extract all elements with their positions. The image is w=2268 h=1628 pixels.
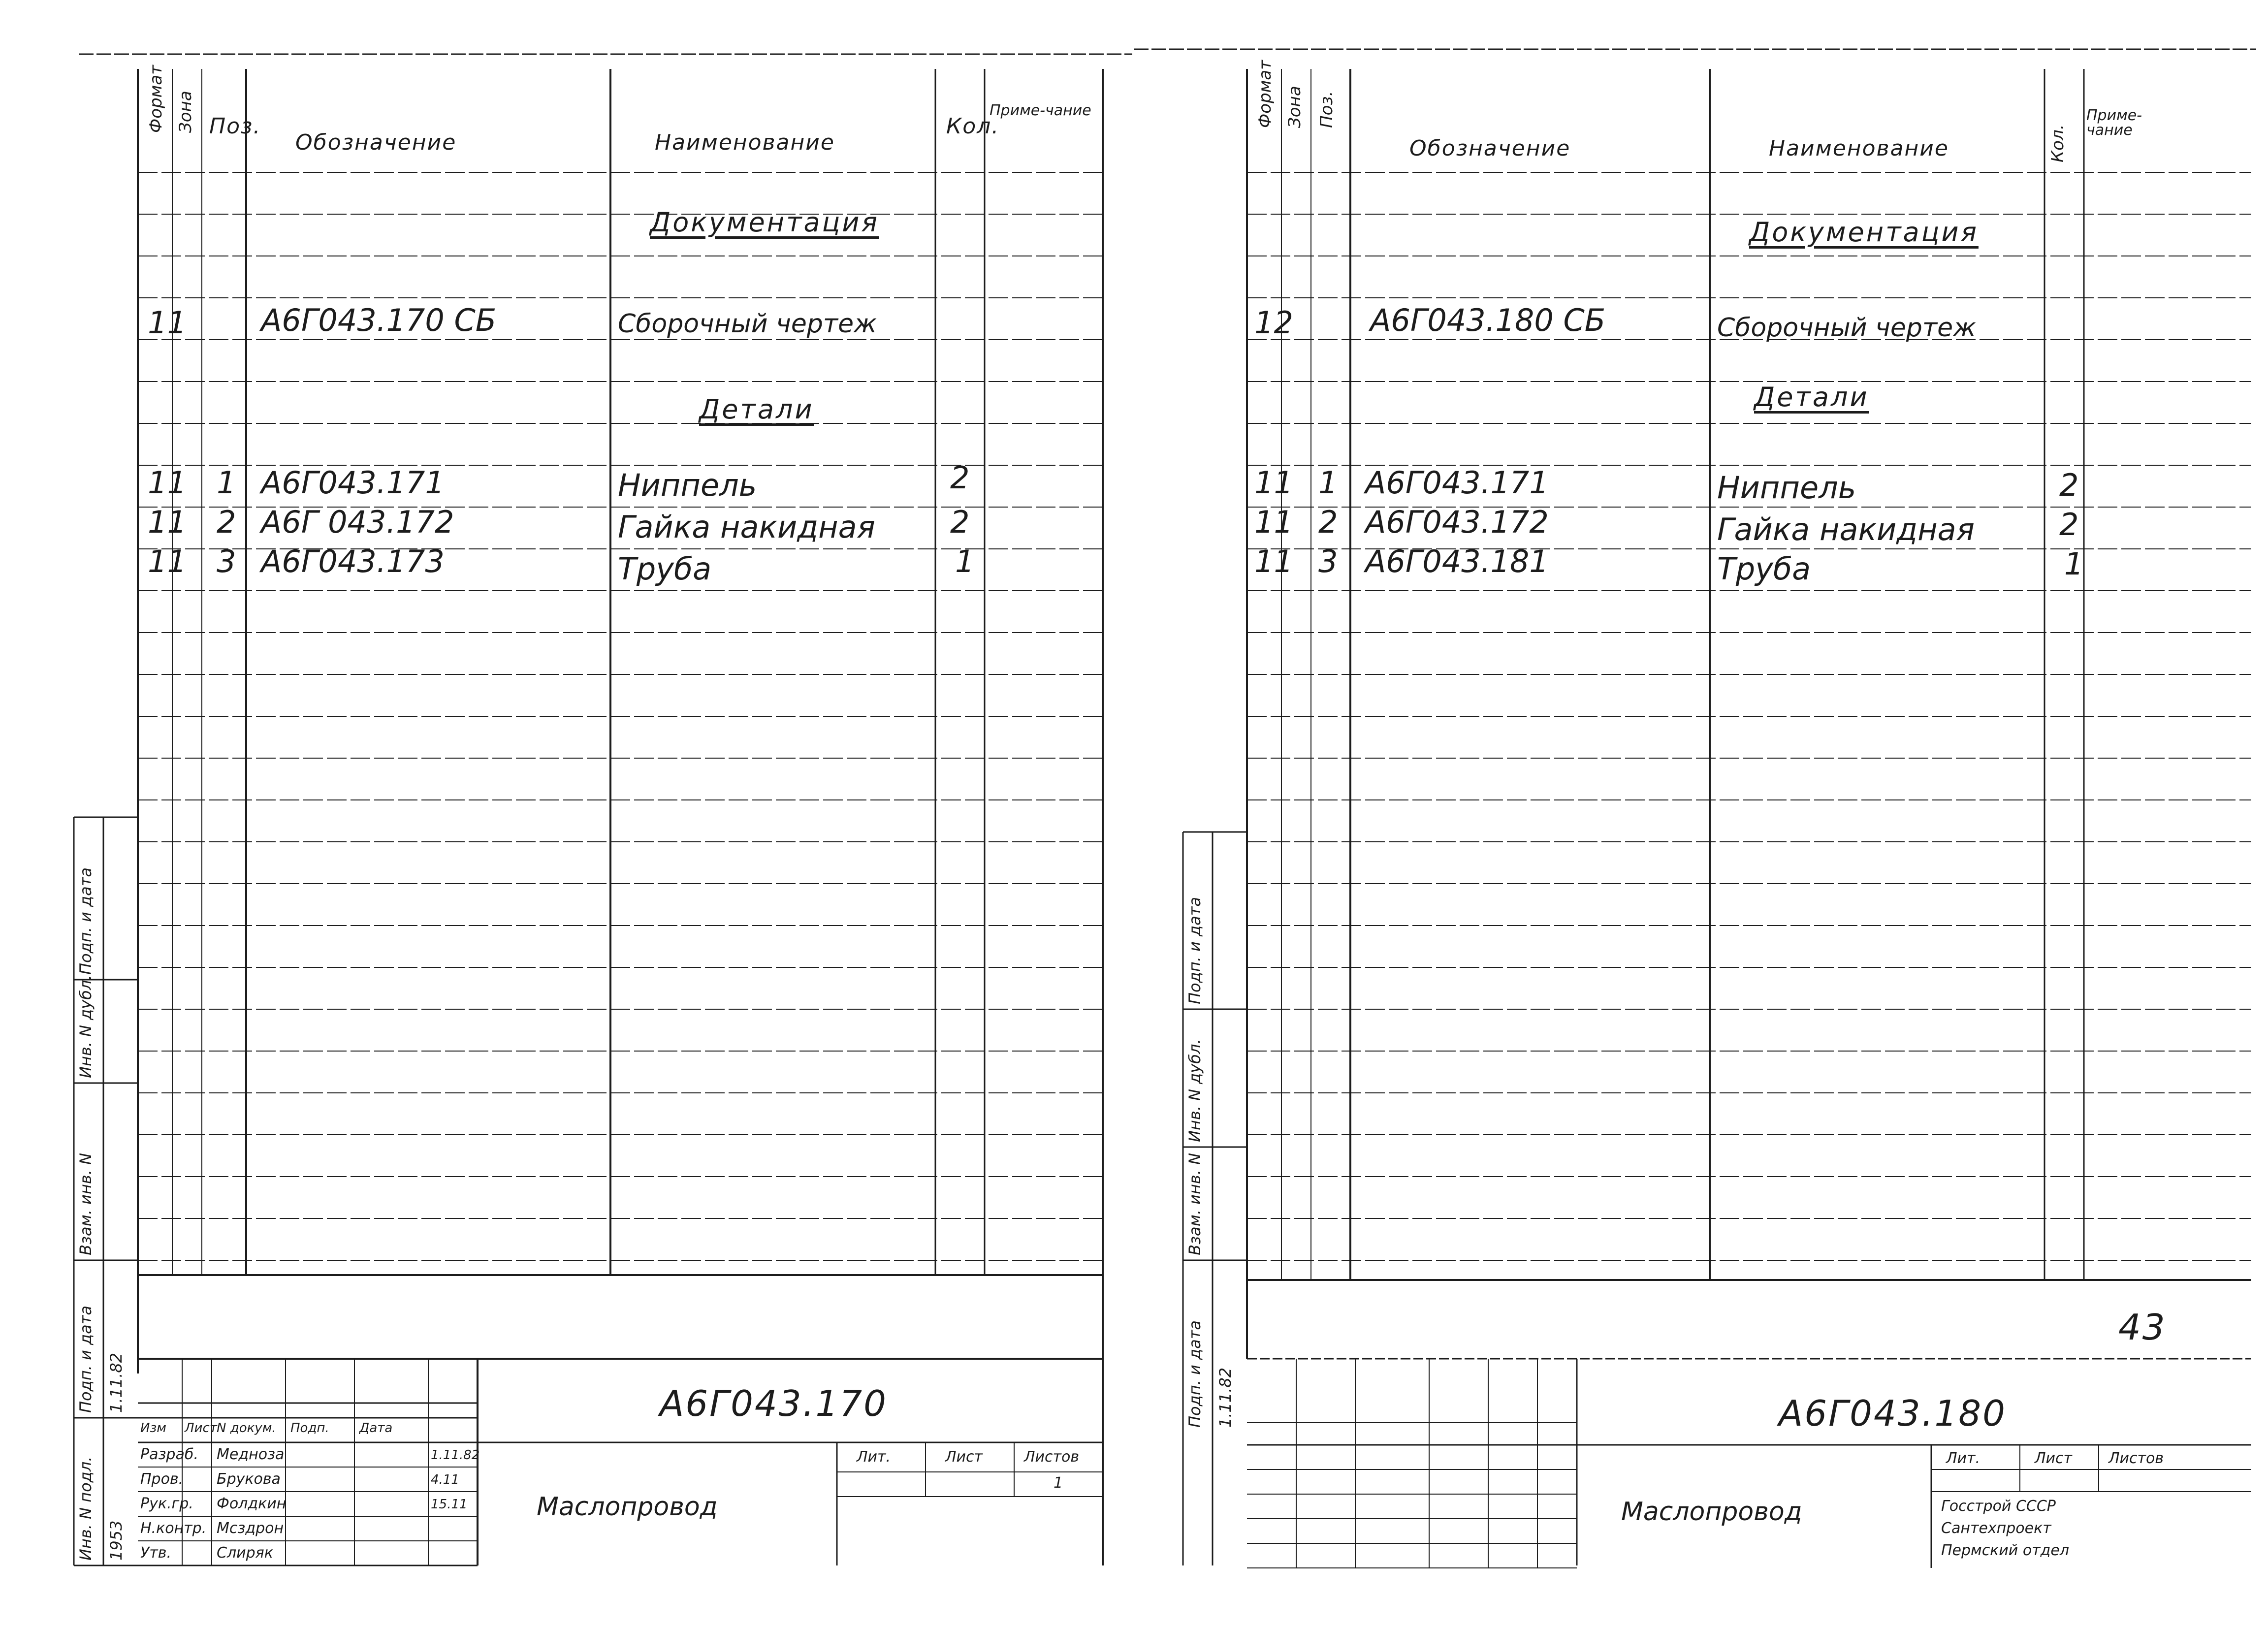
- tb-lit-header: Лист: [2035, 1450, 2073, 1467]
- side-label: Взам. инв. N: [76, 1153, 95, 1255]
- tb-col-header: Лист: [185, 1421, 217, 1436]
- side-label: Подп. и дата: [1185, 1320, 1204, 1428]
- tb-date: 1.11.82: [431, 1448, 480, 1463]
- part-name: Гайка накидная: [618, 509, 875, 545]
- side-label: Инв. N дубл.: [76, 975, 95, 1078]
- spec-sheet-right: [1134, 0, 2268, 1628]
- tb-col-header: Подп.: [290, 1421, 329, 1436]
- section-documentation: Документация: [1749, 217, 1979, 248]
- tb-lit-value: 1: [1054, 1474, 1063, 1492]
- header-pos: Поз.: [1317, 91, 1337, 128]
- tb-lit-header: Лист: [945, 1448, 983, 1466]
- assembly-name: Сборочный чертеж: [618, 309, 877, 339]
- assembly-designation: А6Г043.170 СБ: [261, 302, 497, 338]
- part-qty: 2: [2059, 507, 2079, 543]
- header-zone: Зона: [176, 91, 195, 133]
- part-qty: 1: [955, 543, 975, 579]
- assembly-designation: А6Г043.180 СБ: [1370, 302, 1606, 338]
- header-designation: Обозначение: [295, 130, 457, 155]
- part-qty: 2: [950, 504, 970, 540]
- org-line: Госстрой СССР: [1941, 1498, 2056, 1515]
- part-format: 11: [148, 543, 187, 579]
- tb-date: 4.11: [431, 1472, 459, 1487]
- tb-role: Пров.: [140, 1470, 184, 1488]
- assembly-format: 11: [148, 305, 187, 341]
- part-designation: А6Г043.181: [1365, 543, 1549, 579]
- header-qty: Кол.: [2048, 124, 2068, 162]
- section-documentation: Документация: [650, 207, 879, 238]
- part-format: 11: [148, 504, 187, 540]
- part-name: Гайка накидная: [1717, 511, 1975, 547]
- part-designation: А6Г043.172: [1365, 504, 1549, 540]
- part-qty: 1: [2064, 546, 2084, 582]
- tb-lit-header: Листов: [2108, 1450, 2164, 1467]
- tb-role: Н.контр.: [140, 1520, 207, 1537]
- part-name: Ниппель: [1717, 470, 1856, 506]
- part-format: 11: [1254, 543, 1293, 579]
- section-parts: Детали: [699, 394, 814, 425]
- tb-person: Слиряк: [217, 1544, 273, 1562]
- part-qty: 2: [2059, 467, 2079, 503]
- tb-date: 15.11: [431, 1497, 468, 1512]
- doc-number: А6Г043.170: [660, 1383, 888, 1424]
- part-name: Ниппель: [618, 467, 757, 503]
- header-designation: Обозначение: [1409, 136, 1571, 161]
- part-designation: А6Г043.173: [261, 543, 445, 579]
- header-format: Формат: [1255, 60, 1275, 128]
- part-designation: А6Г043.171: [1365, 465, 1549, 501]
- grid-lines-right: [1134, 0, 2268, 1628]
- side-value: 1953: [107, 1520, 126, 1561]
- tb-role: Утв.: [140, 1544, 171, 1562]
- header-qty: Кол.: [946, 114, 1000, 139]
- tb-person: Фолдкин: [217, 1495, 287, 1512]
- doc-number: А6Г043.180: [1779, 1393, 2007, 1434]
- side-value: 1.11.82: [1216, 1367, 1235, 1428]
- page-number: 43: [2118, 1307, 2167, 1348]
- tb-lit-header: Листов: [1024, 1448, 1080, 1466]
- part-pos: 2: [1318, 504, 1338, 540]
- tb-person: Медноза: [217, 1446, 285, 1463]
- side-label: Подп. и дата: [76, 867, 95, 975]
- side-label: Взам. инв. N: [1185, 1153, 1204, 1255]
- assembly-name: Сборочный чертеж: [1717, 313, 1976, 343]
- header-name: Наименование: [1769, 136, 1949, 161]
- tb-person: Мсздрон: [217, 1520, 284, 1537]
- side-label: Подп. и дата: [76, 1306, 95, 1413]
- org-line: Пермский отдел: [1941, 1542, 2070, 1559]
- part-qty: 2: [950, 460, 970, 496]
- tb-role: Рук.гр.: [140, 1495, 193, 1512]
- tb-lit-header: Лит.: [857, 1448, 891, 1466]
- part-pos: 2: [217, 504, 236, 540]
- part-format: 11: [148, 465, 187, 501]
- tb-col-header: N докум.: [217, 1421, 276, 1436]
- header-name: Наименование: [655, 130, 835, 155]
- part-format: 11: [1254, 465, 1293, 501]
- tb-lit-header: Лит.: [1946, 1450, 1981, 1467]
- tb-col-header: Дата: [359, 1421, 393, 1436]
- side-label: Инв. N подл.: [76, 1456, 95, 1561]
- part-pos: 3: [1318, 543, 1338, 579]
- tb-role: Разраб.: [140, 1446, 198, 1463]
- side-value: 1.11.82: [107, 1352, 126, 1413]
- part-name: Труба: [618, 551, 712, 587]
- header-pos: Поз.: [209, 114, 261, 139]
- tb-person: Брукова: [217, 1470, 281, 1488]
- header-format: Формат: [146, 65, 166, 133]
- product-name: Маслопровод: [1621, 1497, 1802, 1527]
- part-pos: 1: [217, 465, 236, 501]
- part-pos: 3: [217, 543, 236, 579]
- tb-col-header: Изм: [140, 1421, 166, 1436]
- part-designation: А6Г 043.172: [261, 504, 454, 540]
- part-format: 11: [1254, 504, 1293, 540]
- part-designation: А6Г043.171: [261, 465, 445, 501]
- header-note: Приме-чание: [2086, 107, 2142, 139]
- part-name: Труба: [1717, 551, 1811, 587]
- part-pos: 1: [1318, 465, 1338, 501]
- side-label: Инв. N дубл.: [1185, 1039, 1204, 1142]
- header-zone: Зона: [1285, 86, 1305, 128]
- side-label: Подп. и дата: [1185, 897, 1204, 1004]
- product-name: Маслопровод: [537, 1492, 718, 1522]
- header-note: Приме-чание: [990, 102, 1091, 119]
- section-parts: Детали: [1754, 382, 1869, 413]
- assembly-format: 12: [1254, 305, 1293, 341]
- org-line: Сантехпроект: [1941, 1520, 2051, 1537]
